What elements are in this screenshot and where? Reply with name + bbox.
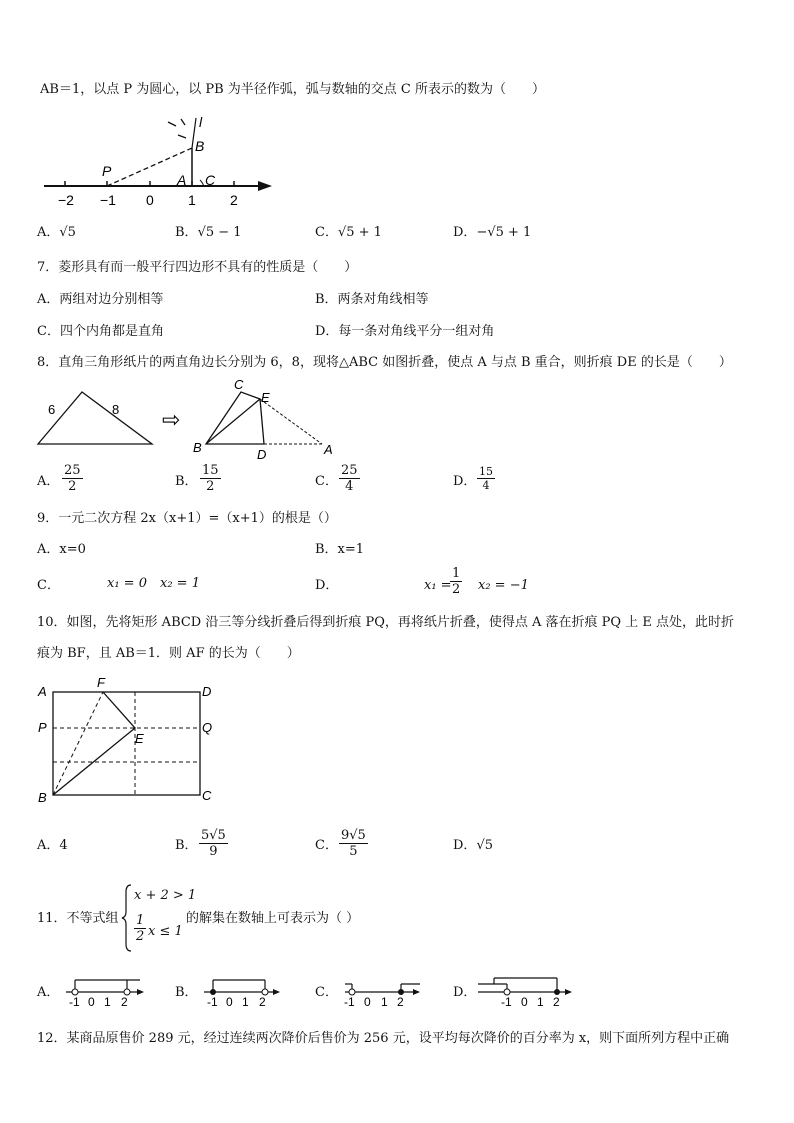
- tick-label: −1: [100, 192, 116, 208]
- q7-option-c[interactable]: C．四个内角都是直角: [37, 324, 164, 339]
- q11-option-b-number-line: [204, 980, 280, 1009]
- point-label-c: C: [202, 788, 212, 803]
- q9-option-d-x1-fraction: $\frac{1}{2}$: [452, 566, 461, 597]
- point-label-a: A: [38, 684, 47, 699]
- point-label-q: Q: [202, 720, 213, 735]
- q8-option-c-fraction: $\frac{25}{4}$: [341, 463, 358, 494]
- q11-inequality-2-fraction: $\frac{1}{2}$: [136, 913, 145, 944]
- axis-label: 1: [537, 995, 544, 1009]
- q12-stem: 12．某商品原售价 289 元，经过连续两次降价后售价为 256 元，设平均每次降价的百分率为 x，则下面所列方程中正确: [37, 1031, 730, 1046]
- q11-inequality-2-rest: x ≤ 1: [148, 924, 183, 939]
- q7-option-d[interactable]: D．每一条对角线平分一组对角: [315, 324, 495, 339]
- q10-option-b-fraction: $\frac{5√5}{9}$: [201, 828, 226, 859]
- q10-option-b-label[interactable]: B．: [175, 838, 198, 853]
- side-label-6: 6: [48, 402, 56, 417]
- axis-label: -1: [207, 995, 218, 1009]
- axis-label: 2: [553, 995, 560, 1009]
- q10-option-c-fraction: $\frac{9√5}{5}$: [341, 828, 366, 859]
- side-label-8: 8: [112, 402, 120, 417]
- point-label-e: E: [261, 390, 270, 405]
- q6-option-a[interactable]: A．√5: [37, 225, 76, 240]
- q9-option-d-label[interactable]: D．: [315, 578, 339, 593]
- q11-option-b-label[interactable]: B．: [175, 985, 198, 1000]
- q9-option-c-x1: x₁ = 0: [107, 576, 147, 591]
- q9-stem: 9．一元二次方程 2x（x+1）=（x+1）的根是（）: [37, 511, 337, 526]
- q8-option-c-label[interactable]: C．: [315, 474, 338, 489]
- tick-label: 1: [188, 192, 196, 208]
- axis-label: 1: [242, 995, 249, 1009]
- point-label-b: B: [195, 138, 205, 154]
- q11-inequality-1: x + 2 > 1: [134, 888, 197, 903]
- q9-option-a[interactable]: A．x=0: [37, 542, 86, 557]
- point-label-e: E: [135, 731, 144, 746]
- point-label-d: D: [257, 447, 267, 462]
- q8-option-d-fraction: $\frac{15}{4}$: [479, 465, 493, 492]
- point-label-a: A: [177, 172, 187, 188]
- axis-label: -1: [501, 995, 512, 1009]
- q11-option-c-label[interactable]: C．: [315, 985, 338, 1000]
- q6-option-b[interactable]: B．√5 − 1: [175, 225, 242, 240]
- point-label-p: P: [38, 720, 47, 735]
- q10-option-a[interactable]: A．4: [37, 838, 68, 853]
- axis-label: 0: [226, 995, 233, 1009]
- axis-label: 0: [88, 995, 95, 1009]
- q8-option-d-label[interactable]: D．: [453, 474, 477, 489]
- point-label-d: D: [202, 684, 212, 699]
- q8-option-b-label[interactable]: B．: [175, 474, 198, 489]
- q11-option-d-number-line: [478, 978, 572, 1009]
- point-label-a: A: [324, 442, 333, 457]
- axis-label: 2: [259, 995, 266, 1009]
- axis-label: -1: [344, 995, 355, 1009]
- tick-label: 2: [230, 192, 238, 208]
- q7-stem: 7．菱形具有而一般平行四边形不具有的性质是（ ）: [37, 260, 358, 275]
- q8-stem: 8．直角三角形纸片的两直角边长分别为 6，8，现将△ABC 如图折叠，使点 A 与点 B 重合，则折痕 DE 的长是（ ）: [37, 355, 732, 370]
- q7-option-a[interactable]: A．两组对边分别相等: [37, 292, 164, 307]
- q11-option-a-label[interactable]: A．: [37, 985, 60, 1000]
- q9-option-c-x2: x₂ = 1: [160, 576, 200, 591]
- q6-option-d[interactable]: D．−√5 + 1: [453, 225, 532, 240]
- q10-stem-line1: 10．如图，先将矩形 ABCD 沿三等分线折叠后得到折痕 PQ，再将纸片折叠，使得点 A 落在折痕 PQ 上 E 点处，此时折: [37, 615, 734, 630]
- axis-label: 2: [397, 995, 404, 1009]
- q8-option-a-fraction: $\frac{25}{2}$: [64, 463, 81, 494]
- axis-label: 0: [364, 995, 371, 1009]
- axis-label: 1: [104, 995, 111, 1009]
- q9-option-d-x2: x₂ = −1: [478, 578, 529, 593]
- q11-stem-suffix: 的解集在数轴上可表示为（ ）: [186, 911, 360, 926]
- q10-option-d[interactable]: D．√5: [453, 838, 493, 853]
- q11-option-d-label[interactable]: D．: [453, 985, 477, 1000]
- q9-option-d-x1-lhs: x₁ =: [424, 578, 452, 593]
- q9-option-c-label[interactable]: C．: [37, 578, 60, 593]
- axis-label: -1: [69, 995, 80, 1009]
- q6-option-c[interactable]: C．√5 + 1: [315, 225, 382, 240]
- axis-label: 2: [121, 995, 128, 1009]
- point-label-c: C: [205, 172, 216, 188]
- q6-stem: AB＝1，以点 P 为圆心，以 PB 为半径作弧，弧与数轴的交点 C 所表示的数为（ ）: [40, 82, 546, 97]
- q11-option-a-number-line: [66, 980, 144, 1009]
- q7-option-b[interactable]: B．两条对角线相等: [315, 292, 429, 307]
- q10-option-c-label[interactable]: C．: [315, 838, 338, 853]
- q10-stem-line2: 痕为 BF，且 AB＝1．则 AF 的长为（ ）: [37, 646, 300, 661]
- point-label-c: C: [234, 377, 244, 392]
- line-label-l: l: [199, 114, 203, 130]
- point-label-p: P: [102, 163, 112, 179]
- q8-option-b-fraction: $\frac{15}{2}$: [202, 463, 219, 494]
- q11-option-c-number-line: [344, 984, 420, 1009]
- tick-label: 0: [146, 192, 154, 208]
- point-label-f: F: [97, 675, 105, 690]
- q11-stem-prefix: 11．不等式组: [37, 911, 119, 926]
- q8-option-a-label[interactable]: A．: [37, 474, 60, 489]
- q9-option-b[interactable]: B．x=1: [315, 542, 365, 557]
- fold-arrow-icon: ⇨: [162, 407, 181, 432]
- tick-label: −2: [58, 192, 74, 208]
- axis-label: 1: [381, 995, 388, 1009]
- point-label-b: B: [193, 440, 202, 455]
- point-label-b: B: [38, 790, 47, 805]
- axis-label: 0: [521, 995, 528, 1009]
